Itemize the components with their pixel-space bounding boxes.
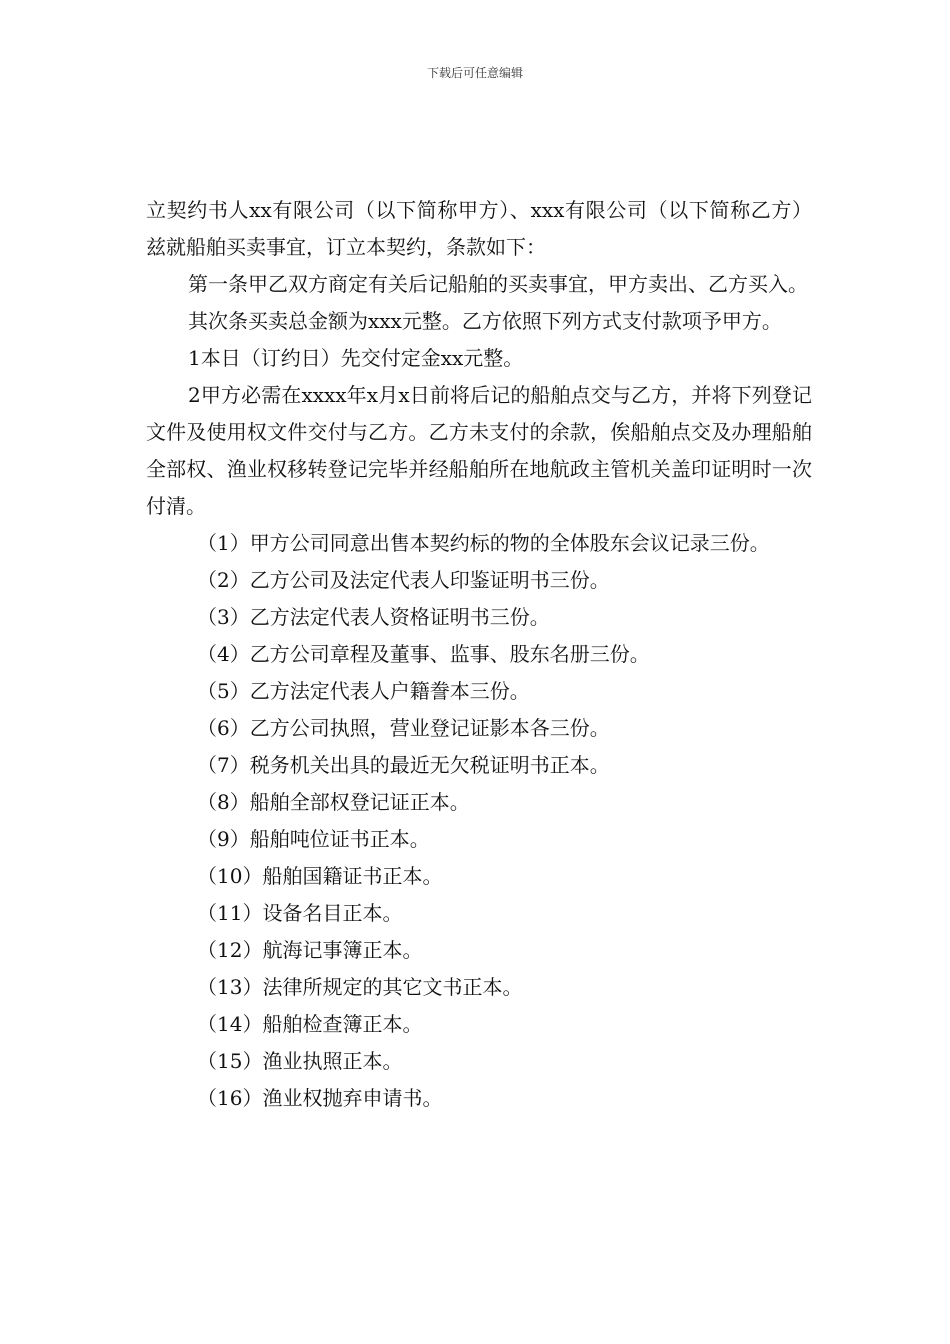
document-list-item: （1）甲方公司同意出售本契约标的物的全体股东会议记录三份。 [197, 531, 770, 555]
document-list-item: （4）乙方公司章程及董事、监事、股东名册三份。 [197, 642, 650, 666]
article-two: 其次条买卖总金额为xxx元整。乙方依照下列方式支付款项予甲方。 [188, 309, 782, 333]
page-header: 下载后可任意编辑 [426, 66, 523, 80]
document-body [146, 192, 812, 1117]
document-list-item: （9）船舶吨位证书正本。 [197, 827, 430, 851]
payment-clause-1: 1本日（订约日）先交付定金xx元整。 [188, 346, 524, 370]
article-one: 第一条甲乙双方商定有关后记船舶的买卖事宜，甲方卖出、乙方买入。 [188, 272, 808, 296]
document-list-item: （11）设备名目正本。 [197, 901, 403, 925]
document-list-item: （16）渔业权抛弃申请书。 [197, 1086, 443, 1110]
document-list-item: （2）乙方公司及法定代表人印鉴证明书三份。 [197, 568, 610, 592]
document-list-item: （15）渔业执照正本。 [197, 1049, 403, 1073]
contract-intro: 立契约书人xx有限公司（以下简称甲方）、xxx有限公司（以下简称乙方）兹就船舶买卖事宜，订立本契约，条款如下： [146, 198, 812, 259]
document-list-item: （10）船舶国籍证书正本。 [197, 864, 443, 888]
document-list-item: （5）乙方法定代表人户籍誊本三份。 [197, 679, 530, 703]
document-list-item: （8）船舶全部权登记证正本。 [197, 790, 470, 814]
document-list-item: （14）船舶检查簿正本。 [197, 1012, 423, 1036]
document-list-item: （13）法律所规定的其它文书正本。 [197, 975, 523, 999]
payment-clause-2: 2甲方必需在xxxx年x月x日前将后记的船舶点交与乙方，并将下列登记文件及使用权文件交付与乙方。乙方未支付的余款，俟船舶点交及办理船舶全部权、渔业权移转登记完毕并经船舶所在地航政主管机关盖印证明时一次付清。 [146, 383, 812, 518]
document-list-item: （6）乙方公司执照，营业登记证影本各三份。 [197, 716, 610, 740]
document-list-item: （7）税务机关出具的最近无欠税证明书正本。 [197, 753, 610, 777]
document-list-item: （12）航海记事簿正本。 [197, 938, 423, 962]
document-list-item: （3）乙方法定代表人资格证明书三份。 [197, 605, 550, 629]
